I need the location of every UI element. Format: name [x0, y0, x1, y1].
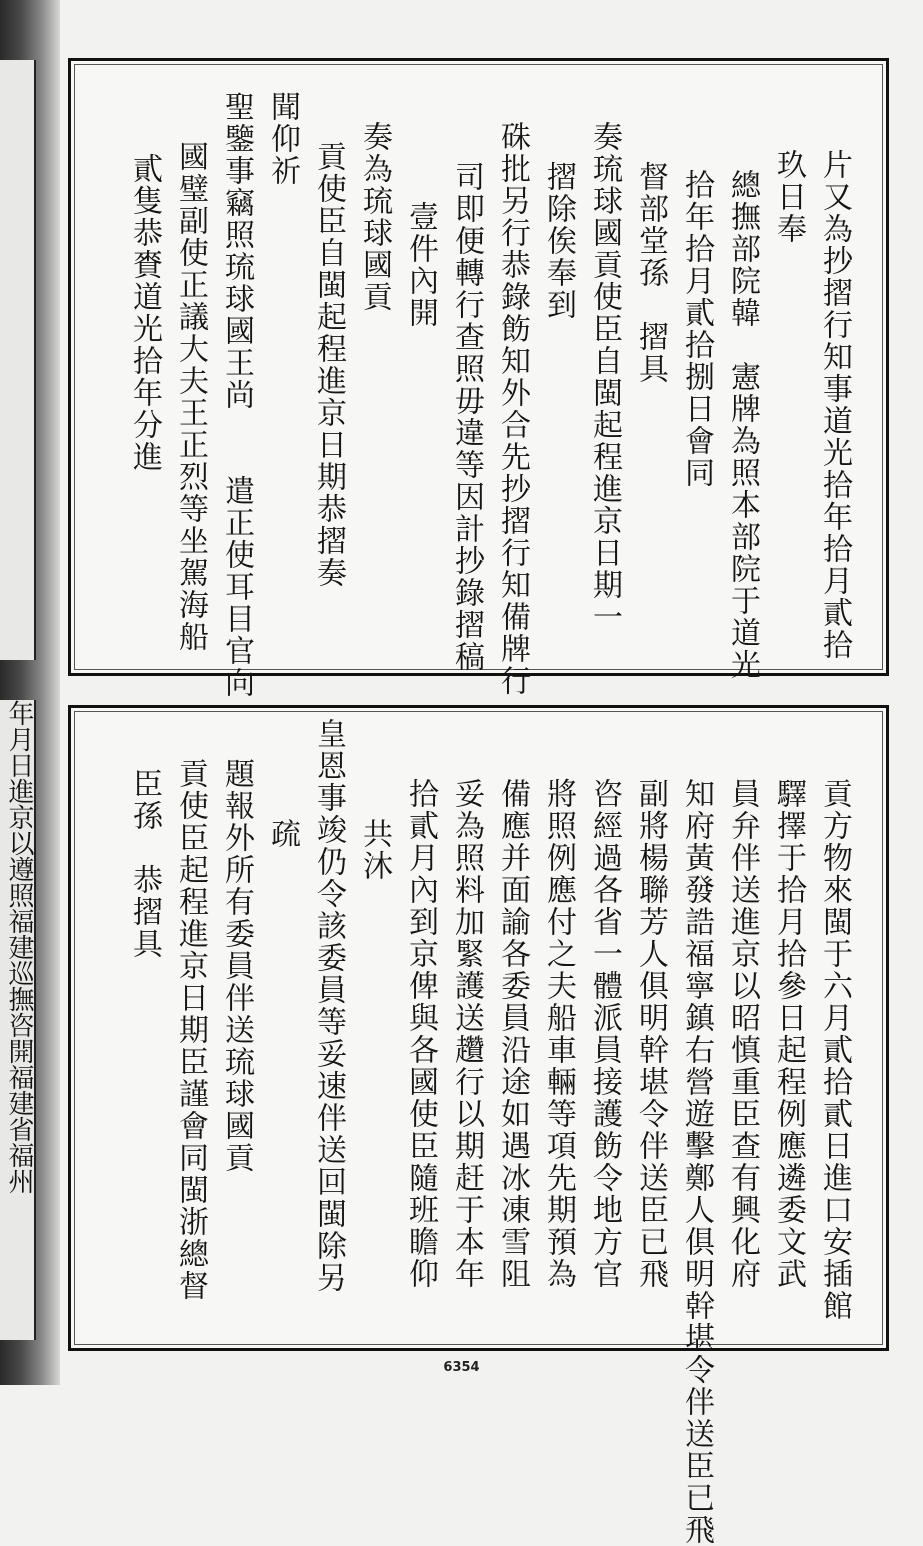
manuscript-column: 奏琉球國貢使臣自閩起程進京日期一	[587, 121, 622, 633]
manuscript-column: 玖日奉	[771, 149, 806, 245]
book-spine	[0, 0, 60, 1385]
manuscript-column: 員弁伴送進京以昭慎重臣查有興化府	[725, 778, 760, 1290]
top-panel-columns	[71, 61, 886, 699]
manuscript-column: 拾年拾月貳拾捌日會同	[679, 169, 714, 489]
manuscript-column: 聞仰祈	[265, 91, 300, 187]
manuscript-column: 妥為照料加緊護送趲行以期赶于本年	[449, 778, 484, 1290]
manuscript-column: 貢方物來閩于六月貳拾貳日進口安插館	[817, 778, 852, 1322]
manuscript-column: 壹件內開	[403, 201, 438, 329]
manuscript-column: 臣孫 恭摺具	[127, 768, 162, 960]
manuscript-column: 硃批另行恭錄飭知外合先抄摺行知備牌行	[495, 121, 530, 697]
manuscript-column: 副將楊聯芳人俱明幹堪令伴送臣已飛	[633, 778, 668, 1290]
manuscript-column: 貢使臣自閩起程進京日期恭摺奏	[311, 141, 346, 589]
manuscript-column: 貢使臣起程進京日期臣謹會同閩浙總督	[173, 758, 208, 1302]
manuscript-column: 共沐	[357, 818, 392, 882]
manuscript-column: 拾貳月內到京俾與各國使臣隨班瞻仰	[403, 778, 438, 1290]
manuscript-column: 摺除俟奉到	[541, 161, 576, 321]
manuscript-column: 貳隻恭賚道光拾年分進	[127, 153, 162, 473]
manuscript-column: 聖鑒事竊照琉球國王尚 遣正使耳目官向	[219, 91, 254, 699]
manuscript-column: 將照例應付之夫船車輛等項先期預為	[541, 778, 576, 1290]
manuscript-column: 國璧副使正議大夫王正烈等坐駕海船	[173, 141, 208, 653]
top-manuscript-panel	[68, 58, 889, 699]
manuscript-column: 總撫部院韓 憲牌為照本部院于道光	[725, 169, 760, 681]
manuscript-column: 奏為琉球國貢	[357, 121, 392, 313]
manuscript-column: 督部堂孫 摺具	[633, 161, 668, 385]
spine-strip-bottom: 年月日進京以遵照福建巡撫咨開福建省福州	[0, 700, 36, 1340]
manuscript-column: 驛擇于拾月拾參日起程例應遴委文武	[771, 778, 806, 1290]
page-number: 6354	[443, 1360, 480, 1375]
manuscript-column: 備應并面諭各委員沿途如遇冰凍雪阻	[495, 778, 530, 1290]
manuscript-column: 咨經過各省一體派員接護飭令地方官	[587, 778, 622, 1290]
manuscript-column: 司即便轉行查照毋違等因計抄錄摺稿	[449, 161, 484, 673]
manuscript-column: 題報外所有委員伴送琉球國貢	[219, 758, 254, 1174]
manuscript-column: 知府黃發誥福寧鎮右營遊擊鄭人俱明幹堪令伴送臣已飛	[679, 778, 714, 1546]
manuscript-column: 皇恩事竣仍令該委員等妥速伴送回閩除另	[311, 718, 346, 1294]
manuscript-column: 疏	[265, 818, 300, 850]
spine-strip-top	[0, 60, 36, 660]
manuscript-column: 片又為抄摺行知事道光拾年拾月貳拾	[817, 149, 852, 661]
